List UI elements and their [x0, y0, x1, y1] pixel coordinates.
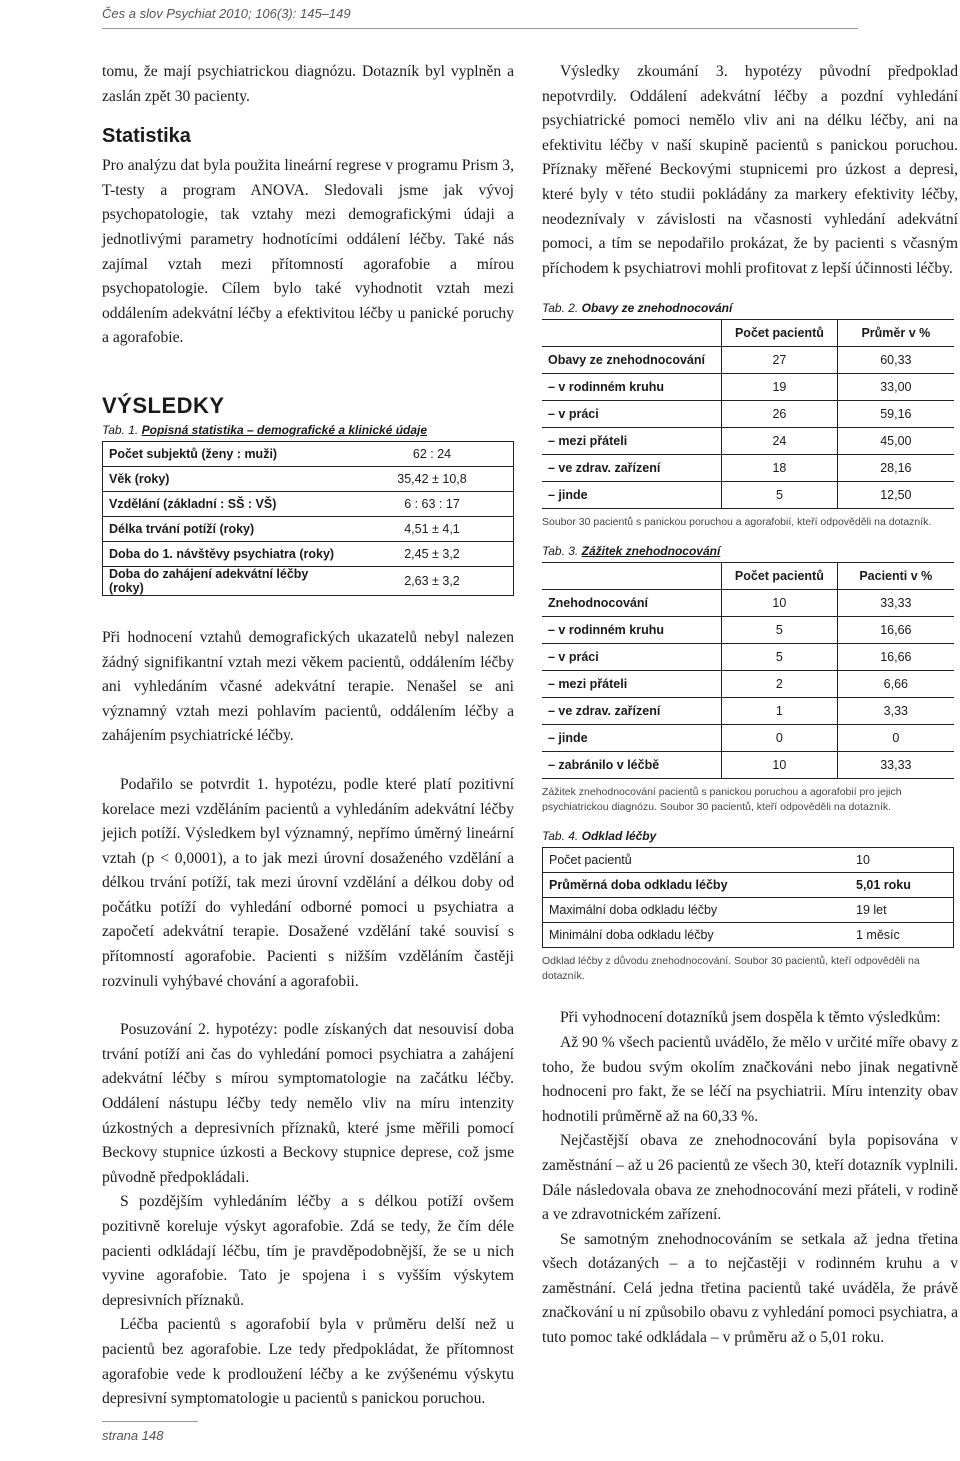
table-title: Obavy ze znehodnocování	[581, 301, 733, 316]
row-value: 5,01 roku	[786, 873, 954, 898]
paragraph: Při hodnocení vztahů demografických ukazatelů nebyl nalezen žádný signifikantní vztah mezi věkem pacientů, oddálením léčby ani vyhledáním včasné adekvátní terapie. Nenašel se ani významný vztah mezi pohlavím pacientů, oddálením léčby a zahájením psychiatrické léčby.	[102, 628, 514, 745]
row-label: – v rodinném kruhu	[542, 374, 722, 401]
column-header: Počet pacientů	[722, 563, 838, 590]
table-number: Tab. 2.	[542, 301, 579, 316]
table-number: Tab. 3.	[542, 544, 579, 559]
table-header-row	[542, 320, 954, 347]
paragraph: Až 90 % všech pacientů uvádělo, že mělo v určité míře obavy z toho, že budou svým okolím značkováni nebo jinak negativně hodnoceni pro fakt, že se léčí na psychiatrii. Míru intenzity obav hodnotili průměrně až na 60,33 %.	[542, 1033, 958, 1125]
cell-count: 1	[722, 698, 838, 725]
table-row	[543, 873, 954, 898]
table-row	[103, 441, 514, 466]
table-title: Zážitek znehodnocování	[581, 544, 721, 559]
cell-count: 2	[722, 671, 838, 698]
table-row	[542, 455, 954, 482]
row-label: Průměrná doba odkladu léčby	[543, 873, 787, 898]
row-value: 2,45 ± 3,2	[351, 541, 514, 566]
row-label: Doba do 1. návštěvy psychiatra (roky)	[103, 541, 352, 566]
paragraph: Se samotným znehodnocováním se setkala až jedna třetina všech dotázaných – a to nejčastěji v rodinném kruhu a v zaměstnání. Celá jedna třetina pacientů také uváděla, že právě značkování u ní způsobilo obavu z vyhledání pomoci psychiatra, a tuto pomoc také odkládala – v průměru až o 5,01 roku.	[542, 1230, 958, 1347]
page-number: strana 148	[102, 1428, 164, 1443]
cell-percent: 59,16	[837, 401, 954, 428]
row-value: 62 : 24	[351, 441, 514, 466]
row-label: Maximální doba odkladu léčby	[543, 898, 787, 923]
cell-percent: 33,33	[837, 590, 954, 617]
table-row	[542, 401, 954, 428]
paragraph: Pro analýzu dat byla použita lineární regrese v programu Prism 3, T-testy a program ANOVA. Sledovali jsme jak vývoj psychopatologie, tak vztahy mezi demografickými údaji a jednotlivými parametry hodnotícími oddálení léčby. Také nás zajímal vztah mezi přítomností agorafobie a mírou psychopatologie. Cílem bylo také vyhodnotit vztah mezi oddálením adekvátní léčby a efektivitou léčby u panické poruchy a agorafobie.	[102, 157, 514, 347]
paragraph: Léčba pacientů s agorafobií byla v průměru delší než u pacientů bez agorafobie. Lze tedy předpokládat, že přítomnost agorafobie vede k prodloužení léčby a ke zvýšenému výskytu depresivní symptomatologie u pacientů s panickou poruchou.	[102, 1316, 514, 1408]
row-label: – v práci	[542, 401, 722, 428]
cell-percent: 33,33	[837, 752, 954, 779]
table-row	[542, 347, 954, 374]
row-value: 35,42 ± 10,8	[351, 466, 514, 491]
cell-count: 19	[722, 374, 838, 401]
row-label: Obavy ze znehodnocování	[542, 347, 722, 374]
cell-percent: 6,66	[837, 671, 954, 698]
table-row	[103, 541, 514, 566]
row-label: – v rodinném kruhu	[542, 617, 722, 644]
table-3-note: Zážitek znehodnocování pacientů s panickou poruchou a agorafobií pro jejich psychiatrickou diagnózu. Soubor 30 pacientů, kteří odpověděli na dotazník.	[542, 786, 902, 814]
row-label: Počet pacientů	[543, 848, 787, 873]
table-row	[542, 482, 954, 509]
table-2	[542, 319, 954, 509]
table-2-note: Soubor 30 pacientů s panickou poruchou a agorafobií, kteří odpověděli na dotazník.	[542, 516, 932, 529]
table-3	[542, 562, 954, 779]
cell-count: 18	[722, 455, 838, 482]
column-header: Pacienti v %	[837, 563, 954, 590]
cell-percent: 12,50	[837, 482, 954, 509]
table-row	[103, 566, 514, 595]
running-head: Čes a slov Psychiat 2010; 106(3): 145–149	[102, 6, 351, 21]
cell-count: 24	[722, 428, 838, 455]
row-value: 2,63 ± 3,2	[351, 566, 514, 595]
table-1-caption	[102, 423, 514, 437]
table-header-row	[542, 563, 954, 590]
paragraph: S pozdějším vyhledáním léčby a s délkou potíží ovšem pozitivně koreluje výskyt agorafobie. Zdá se tedy, že čím déle pacienti odkládají léčbu, tím je pravděpodobnější, že se u nich vyvine agorafobie. Tato je spojena i s vyšším výskytem depresivních příznaků.	[102, 1193, 514, 1309]
row-value: 6 : 63 : 17	[351, 491, 514, 516]
section-heading-vysledky: VÝSLEDKY	[102, 392, 225, 418]
table-row	[542, 590, 954, 617]
table-row	[542, 374, 954, 401]
table-row	[543, 898, 954, 923]
row-value: 19 let	[786, 898, 954, 923]
row-label: – mezi přáteli	[542, 428, 722, 455]
table-row	[542, 725, 954, 752]
table-3-caption	[542, 544, 958, 558]
table-4	[542, 847, 954, 948]
cell-percent: 0	[837, 725, 954, 752]
cell-count: 0	[722, 725, 838, 752]
cell-percent: 3,33	[837, 698, 954, 725]
column-header: Počet pacientů	[722, 320, 838, 347]
right-column	[542, 60, 958, 1351]
cell-percent: 45,00	[837, 428, 954, 455]
table-row	[103, 516, 514, 541]
table-row	[542, 752, 954, 779]
paragraph: Při vyhodnocení dotazníků jsem dospěla k těmto výsledkům:	[560, 1009, 941, 1027]
row-label: Počet subjektů (ženy : muži)	[103, 441, 352, 466]
table-4-note: Odklad léčby z důvodu znehodnocování. Soubor 30 pacientů, kteří odpověděli na dotazník.	[542, 955, 920, 983]
row-label: – ve zdrav. zařízení	[542, 698, 722, 725]
table-row	[103, 466, 514, 491]
row-value: 1 měsíc	[786, 923, 954, 948]
cell-percent: 16,66	[837, 617, 954, 644]
table-title: Odklad léčby	[581, 829, 657, 844]
paragraph: Výsledky zkoumání 3. hypotézy původní předpoklad nepotvrdily. Oddálení adekvátní léčby a pozdní vyhledání psychiatrické pomoci nemělo vliv ani na délku léčby, ani na efektivitu léčby v naší skupině pacientů s panickou poruchou. Příznaky měřené Beckovými stupnicemi pro úzkost a depresi, které byly v této studii pokládány za markery efektivity léčby, neodeznívaly v závislosti na včasnosti vyhledání adekvátní pomoci, a tím se nepodařilo prokázat, že by pacienti s včasným příchodem k psychiatrovi mohli profitovat z lepší účinnosti léčby.	[542, 63, 958, 277]
column-header: Průměr v %	[837, 320, 954, 347]
left-column	[102, 60, 514, 1412]
header-rule	[102, 28, 858, 29]
footer-rule	[102, 1421, 198, 1422]
table-2-caption	[542, 301, 958, 315]
row-label: – mezi přáteli	[542, 671, 722, 698]
paragraph: tomu, že mají psychiatrickou diagnózu. Dotazník byl vyplněn a zaslán zpět 30 pacienty.	[102, 63, 514, 105]
cell-percent: 16,66	[837, 644, 954, 671]
row-label: Doba do zahájení adekvátní léčby (roky)	[103, 566, 352, 595]
table-1	[102, 441, 514, 596]
cell-count: 10	[722, 590, 838, 617]
table-row	[103, 491, 514, 516]
row-label: Minimální doba odkladu léčby	[543, 923, 787, 948]
table-row	[542, 428, 954, 455]
row-label: – ve zdrav. zařízení	[542, 455, 722, 482]
row-label: Znehodnocování	[542, 590, 722, 617]
section-heading-statistika: Statistika	[102, 125, 191, 148]
row-label: – zabránilo v léčbě	[542, 752, 722, 779]
table-row	[542, 617, 954, 644]
table-row	[542, 671, 954, 698]
paragraph: Nejčastější obava ze znehodnocování byla popisována v zaměstnání – až u 26 pacientů ze všech 30, kteří dotazník vyplnili. Dále následovala obava ze znehodnocování mezi přáteli, v rodině a ve zdravotnickém zařízení.	[542, 1132, 958, 1224]
table-row	[542, 698, 954, 725]
row-label: – v práci	[542, 644, 722, 671]
row-label: Délka trvání potíží (roky)	[103, 516, 352, 541]
cell-count: 10	[722, 752, 838, 779]
table-row	[543, 923, 954, 948]
cell-count: 5	[722, 617, 838, 644]
paragraph: Posuzování 2. hypotézy: podle získaných dat nesouvisí doba trvání potíží ani čas do vyhledání pomoci psychiatra a zahájení adekvátní léčby s mírou symptomatologie na začátku léčby. Oddálení nástupu léčby tedy nemělo vliv na míru intenzity úzkostných a depresivních příznaků, které jsme měřili pomocí Beckovy stupnice úzkosti a Beckovy stupnice deprese, což jsme původně předpokládali.	[102, 1021, 514, 1186]
cell-count: 26	[722, 401, 838, 428]
cell-percent: 33,00	[837, 374, 954, 401]
table-row	[542, 644, 954, 671]
row-label: Věk (roky)	[103, 466, 352, 491]
row-value: 4,51 ± 4,1	[351, 516, 514, 541]
row-label: – jinde	[542, 482, 722, 509]
cell-percent: 28,16	[837, 455, 954, 482]
paragraph: Podařilo se potvrdit 1. hypotézu, podle které platí pozitivní korelace mezi vzděláním pacientů a vyhledáním adekvátní léčby jejich potíží. Výsledkem byl významný, nepřímo úměrný lineární vztah (p < 0,0001), a to jak mezi úrovní dosaženého vzdělání a délkou trvání potíží, tak mezi úrovní vzdělání a délkou doby od počátku potíží do vyhledání odborné pomoci u psychiatra a započetí adekvátní terapie. Dosažené vzdělání také souvisí s přítomností agorafobie. Pacienti s nižším vzděláním častěji rozvinuli vyhýbavé chování a agorafobii.	[102, 775, 514, 990]
table-title: Popisná statistika – demografické a klinické údaje	[141, 422, 428, 437]
cell-count: 5	[722, 644, 838, 671]
row-label: – jinde	[542, 725, 722, 752]
row-label: Vzdělání (základní : SŠ : VŠ)	[103, 491, 352, 516]
table-4-caption	[542, 829, 958, 843]
table-number: Tab. 1.	[102, 422, 139, 437]
table-row	[543, 848, 954, 873]
cell-count: 5	[722, 482, 838, 509]
cell-count: 27	[722, 347, 838, 374]
cell-percent: 60,33	[837, 347, 954, 374]
table-number: Tab. 4.	[542, 829, 579, 844]
row-value: 10	[786, 848, 954, 873]
